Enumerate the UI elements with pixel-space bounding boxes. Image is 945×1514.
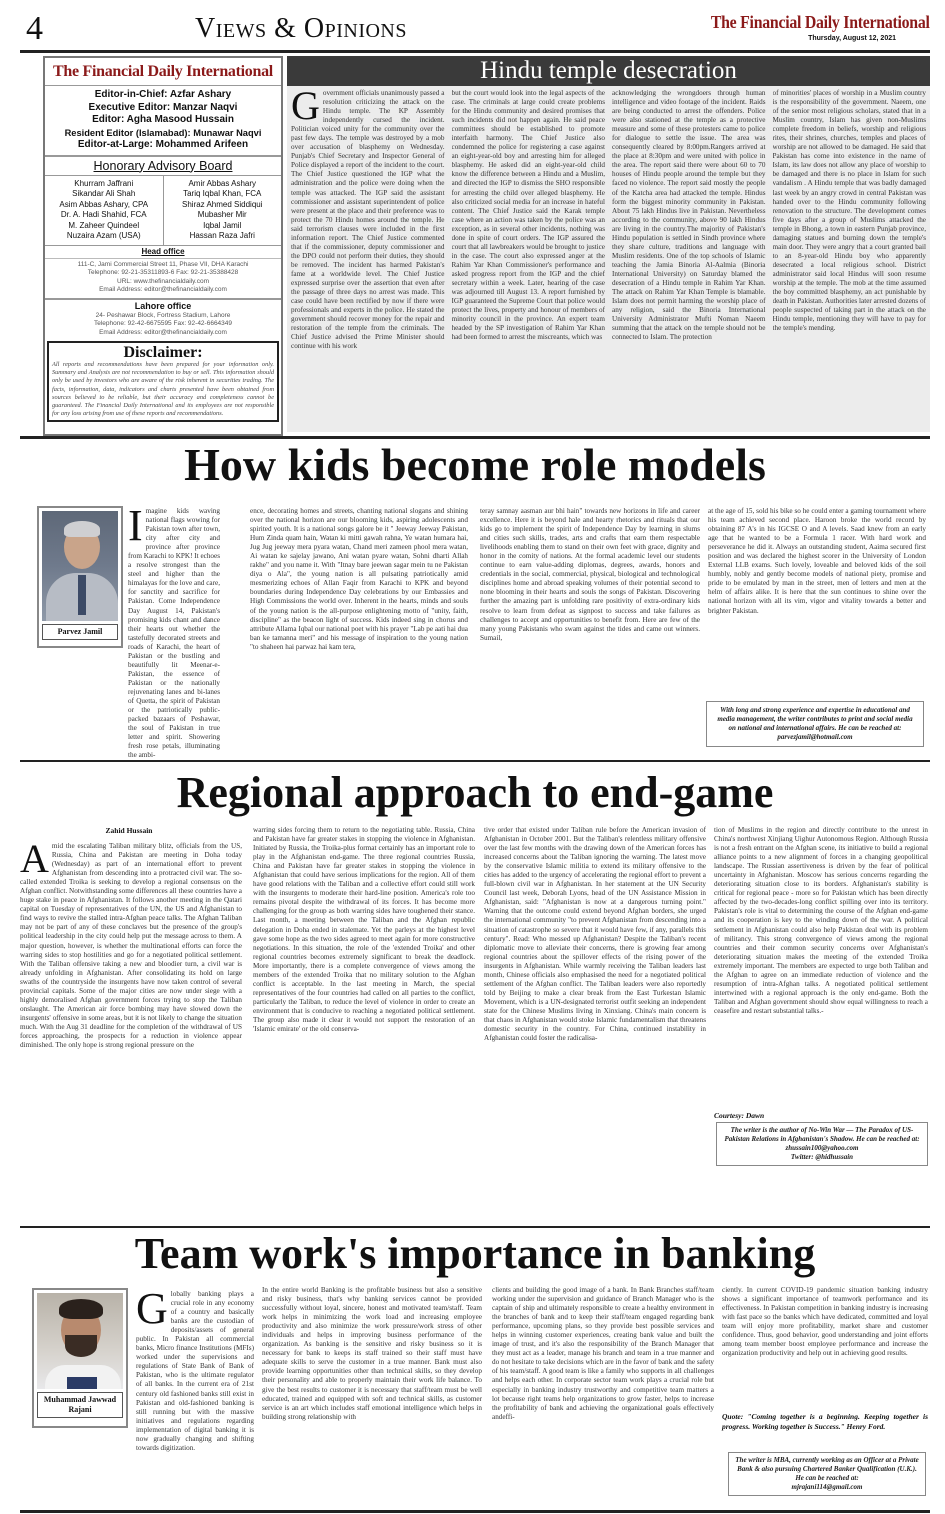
dropcap: G: [136, 1290, 168, 1333]
advisory-board-title: Honorary Advisory Board: [45, 157, 281, 176]
article-column-intro: [128, 501, 221, 769]
head-office-title: Head office: [45, 246, 281, 259]
author-bio-box: [716, 1122, 928, 1166]
board-member: M. Zaheer Quindeel: [68, 220, 140, 230]
hair-shape: [59, 1299, 103, 1319]
article-column: [136, 1290, 254, 1510]
editor-line: Resident Editor (Islamabad): Munawar Naqvi: [64, 127, 262, 138]
author-bio-box: [706, 701, 924, 747]
author-email: zhussain100@yahoo.com: [785, 1144, 859, 1152]
article-headline-banking: Team work's importance in banking: [134, 1229, 816, 1278]
infobox-brand: The Financial Daily International: [45, 58, 281, 86]
article-column: ciently. In current COVID-19 pandemic situation banking industry shows a significant importance of teamwork performance and its effectiveness. In Pakistan competition in banking industry is increasing with fast pace so the banks which have dedicated, committed and loyal team will enjoy more profitability, market share and customer confidence. Thus, good behavior, good understanding and joint efforts among team member boost employee performance and increase the organization productivity and help out in achieving good results.: [722, 1286, 928, 1358]
author-email: mjrajani114@gmail.com: [791, 1483, 863, 1491]
editor-line: Editor-at-Large: Mohammed Arifeen: [77, 139, 249, 150]
section-title: Views & Opinions: [195, 13, 407, 44]
author-name: Muhammad Jawwad Rajani: [37, 1392, 123, 1418]
editor-line: Executive Editor: Manzar Naqvi: [88, 101, 238, 113]
column-text: lobally banking plays a crucial role in any economy of a country and basically banks are the custodian of deposits/assets of general public. In Pakistan all commercial banks, Micro finance Institutions (MFIs) worked under the supervisions and regulations of State Bank of Bank of Pakistan, who is the ultimate regulator of all banks. In the current era of 21st century old fashioned banks still exist in Pakistan and old-fashioned banking is still running but with the massive initiatives and regulations regarding implementation of digital banking it is now gradually changing and shifting towards digitization.: [136, 1290, 254, 1452]
masthead: [20, 0, 930, 52]
board-member: Iqbal Jamil: [203, 220, 242, 230]
board-member: Mubasher Mir: [197, 210, 247, 219]
board-member: Dr. A. Hadi Shahid, FCA: [60, 210, 147, 219]
phone-line: Telephone: 92-42-6675595 Fax: 92-42-6664349: [93, 320, 233, 327]
editorial-columns: [287, 86, 930, 430]
column-text: overnment officials unanimously passed a resolution criticizing the attack on the Hindu temple. The KP Assembly independently cursed the incident. Politician voiced unity for the community over the past few days. The temple was destroyed by a mob over accusation of blasphemy on Wednesday. Punjab's Chief Secretary and Inspector General of Police displayed a report of the incident to the court. The Chief Justice questioned the IGP what the administration and the police were doing when the temple was attacked. The IGP said the assistant commissioner and assistant superintendent of police were present at the place and their preference was to protect the 70 Hindu homes around the temple. He said terrorism clauses were included in the first information report. The Chief Justice commented that if the commissioner, deputy commissioner and the DPO could not perform their duties, they should be removed. The incident has harmed Pakistan's fame at a worldwide level. The Chief Justice expressed surprise over the assertion that even after the passage of three days no arrest was made. This case could have been rectified by now if there were professionals and experts in the police. He stated the government should recover money for the repair and restoration of the temple from the criminals. The Chief Justice advised the Prime Minister should continue with his work: [291, 89, 445, 351]
disclaimer-title: Disclaimer:: [123, 344, 203, 361]
dropcap: I: [128, 501, 143, 550]
disclaimer-box: [47, 341, 279, 422]
author-portrait-image: [42, 511, 118, 621]
editorial-hindu-temple: [287, 56, 930, 432]
board-member: Sikandar Ali Shah: [72, 189, 136, 198]
article-column: In the entire world Banking is the profitable business but also a sensitive and risky business, that's why banking services cannot be provided successfully without loyal, sincere, honest and motivated team/staff. Team work helps in minimizing the work load and increasing employee productivity and also minimize the work pressure/work stress of other individuals and helps in improving business performance of the organization. As banking is the sensitive and risky business so it is necessary for bank to keeps its staff trained so their staff must have adequate skills to serve the customer in a true manner. Bank must also provide learning opportunities other than technical skills, so they develop their personality and able to properly maintain their work life balance. To give the best results to customer it is necessary that staff/team must be well educated, trained and equipped with soft and technical skills, as customer service is an art which includes staff emotional intelligence which helps in building strong relationship with: [262, 1286, 482, 1421]
board-member: Khurram Jaffrani: [74, 178, 134, 188]
dropcap: G: [291, 89, 320, 128]
email-line: Email Address: editor@thefinancialdaily.com: [99, 286, 227, 293]
author-bio: The writer is the author of No-Win War — The Paradox of US-Pakistan Relations in Afghanistan's Shadow. He can be reached at:: [724, 1126, 920, 1143]
article-regional: [20, 826, 930, 1171]
courtesy-line: Courtesy: Dawn: [714, 1111, 765, 1120]
author-bio: The writer is MBA, currently working as an Officer at a Private Bank & also pursuing Chartered Banker Qualification (U.K.). He can be reached at:: [735, 1456, 919, 1482]
editors-list: [45, 86, 281, 157]
editorial-column: acknowledging the wrongdoers through human intelligence and video footage of the incident. Raids are being conducted to arrest the offenders. Police were also stationed at the temple as a protective measure and some of these protesters came to police for dialogue to settle the issue. The area was consequently cleared by 8:00pm.Rangers arrived at the place at 8:30pm and were united with police in the area. The report said there were about 60 to 70 houses of Hindu people around the temple but they faced no violence. The report said mostly the people of the Katcha area had attacked the temple. Hindus form the biggest minority community in Pakistan. About 75 lakh Hindus live in Pakistan. Nevertheless according to the community, above 90 lakh Hindus are living in the country.The majority of Pakistan's Hindu population is settled in Sindh province where they share culture, traditions and language with Muslim residents. One of the top schools of Islamic teaching the Jamia Binoria Al-Aalmia (Binoria International University) on Saturday blamed the desecration of a Hindu temple in Rahim Yar Khan. The attack on Rahim Yar Khan Temple is blamable. Islam does not permit harming the worship place of any religion, said the Binoria International University Administrator Mufti Noman Naeem summing that the attack on the temple should not be connected to Islam. The protection: [612, 89, 766, 342]
article-column: teray samnay aasman aur bhi hain" towards new horizons in life and career excellence. Here it is beyond hale and hearty rhetorics and rituals that our kids go to implement the spirit of Independence Day by learning in slums and cities such skills, trades, arts and crafts that earn them respectable livelihoods enabling them to stand on their own feet with grace, dignity and honor in the comity of nations. At the formal academic level our students continue to earn value-adding diplomas, degrees, awards, honors and credentials in the social, commercial, physical, biological and technological disciplines home and abroad speaking volumes of their potential second to none blooming in their hearts and souls the songs of Pakistan. Discovering further the amazing part is unfolding rare positivity of extra-ordinary kids resolve to learn from defeat as signpost to success and take failures as challenges to accept and opportunities to benefit from. Here are few of the many young Pakistanis who swam against the tides and came out winners. Sumail,: [480, 507, 700, 642]
paper-name: The Financial Daily International: [711, 12, 930, 32]
column-text: mid the escalating Taliban military blitz, officials from the US, Russia, China and Pakistan are meeting in Doha today (Wednesday) as part of an international effort to prevent Afghanistan from descending into a protracted civil war. The so-called extended Troika is seeking to develop a regional consensus on the Afghan conflict. Notwithstanding some differences all these countries have a huge stake in peace in Afghanistan. It follows another meeting in the Qatari capital on Tuesday of representatives of the UN, the US and Afghanistan to find ways to revive the stalled intra-Afghan peace talks. The Afghan Taliban may not be part of any of these conclaves but the presence of the group's political leadership in the city could help put the message across to them. A major question, however, is whether the multinational efforts can force the warring sides to stop hostilities and go for a negotiated political settlement. With the Taliban offensive taking a new and bloodier turn, a civil war is already unfolding in Afghanistan. After consolidating its hold on large swaths of the countryside the insurgents have now taken control of several provincial capitals. Some of the major cities are now under siege with a highly demoralised Afghan government forces trying to stop the Taliban onslaught. The American air force bombing may have slowed down the insurgents' offensive in some areas, but it is not likely to change the situation much. With the Aug 31 deadline for the completion of the withdrawal of US forces approaching, the prospects for a reduction in violence appear diminished. The only hope is strong regional pressure on the: [20, 842, 242, 1050]
board-member: Nuzaira Azam (USA): [66, 231, 141, 240]
article-headline-regional: Regional approach to end-game: [176, 768, 774, 817]
article-column: tive order that existed under Taliban rule before the American invasion of Afghanistan in October 2001. But the Taliban's relentless military offensive over the last few months with the drawing down of the American forces has increased concerns about the Taliban ignoring the warning. The latest move by the conservative Islamic militia to extend its military offensive to the cities has added to the urgency of accelerating the regional effort to prevent a full-blown civil war in Afghanistan. In her statement at the UN Security Council last week, Deborah Lyons, head of the UN Assistance Mission in Afghanistan, said: "Afghanistan is now at a dangerous turning point." Warning that the outcome could extend beyond Afghan borders, she urged the international community "to prevent Afghanistan from descending into a situation of catastrophe so severe that it would have few, if any, parallels this century". Read: Who messed up Afghanistan? Despite the Taliban's recent diplomatic move to alleviate their concerns, there is growing fear among regional countries about the spillover effects of the rising power of the insurgents in Afghanistan. While warmly receiving the Taliban leaders last month, Chinese officials also emphasised the need for a negotiated political settlement of the Afghan conflict. The Taliban leaders were also reportedly told by Beijing to make a clear break from the East Turkestan Islamic Movement, which is a UN-designated terrorist outfit seeking an independent state for the Chinese Muslims living in Xinxiang. China's main concern is that chaos in Afghanistan would stoke Islamic fundamentalism that threatens domestic security in the country. For China, continued instability in Afghanistan could foster the radicalisa-: [484, 826, 706, 1043]
board-col-right: [164, 176, 282, 245]
masthead-rule: [20, 50, 930, 53]
tie-shape: [78, 575, 86, 615]
article-kids: [20, 503, 930, 775]
editorial-headline: Hindu temple desecration: [287, 56, 930, 86]
quote-text: Quote: "Coming together is a beginning. Keeping together is progress. Working together is Success." Henry Ford.: [722, 1412, 928, 1431]
dropcap: A: [20, 842, 49, 881]
article-column: [20, 842, 242, 1167]
phone-line: Telephone: 92-21-35311893-6 Fax: 92-21-35388428: [87, 269, 239, 276]
tie-shape: [67, 1377, 97, 1389]
article-column: clients and building the good image of a bank. In Bank Branches staff/team working under the supervision and guidance of Branch Manager who is the captain of ship and ultimately responsible to create a healthy environment in the branches of bank and to keep their staff/team engaged regarding bank performance, upcoming plans, so they provide best possible services and helps in winning customer experiences, creating bank value and built the image of trust, and it's also the responsibility of the Branch Manager that they must act as a leader, manage his branch and team in a true manner and do not hesitate to take decisions which are in the favor of bank and the safety of his team/staff. A good team is like a family who supports in all challenges and helps each other. In corporate sector team work plays a crucial role but especially in banking industry trustworthy and competitive team matters a lot because right teams help organizations to grow faster, helps to increase the profitability of bank and achieving the organizational goals effectively andeffi-: [492, 1286, 714, 1421]
page-number: 4: [26, 10, 43, 47]
author-portrait-image: [37, 1293, 123, 1389]
author-bio-box: [728, 1452, 926, 1496]
author-byline: Zahid Hussain: [105, 826, 153, 835]
board-member: Amir Abbas Ashary: [188, 178, 257, 188]
board-member: Tariq Iqbal Khan, FCA: [183, 189, 262, 198]
author-bio: With long and strong experience and expertise in educational and media management, the writer contributes to print and social media on national and international affairs. He can be reached at:: [717, 706, 913, 732]
author-email: parvezjamil@hotmail.com: [777, 733, 853, 741]
url-line: URL: www.thefinancialdaily.com: [117, 277, 209, 285]
lahore-office-details: [45, 312, 281, 341]
author-name: Parvez Jamil: [42, 624, 118, 640]
board-col-left: [45, 176, 164, 245]
hair-shape: [64, 521, 100, 537]
address-line: 111-C, Jami Commercial Street 11, Phase VII, DHA Karachi: [77, 260, 249, 268]
article-column: warring sides forcing them to return to the negotiating table. Russia, China and Pakistan have far greater stakes in stopping the violence in Afghanistan. Initiated by Russia, the Troika-plus format certainly has an important role to play in the Afghanistan end-game. The three regional countries Russia, China and Pakistan have far greater stakes in stopping the violence in Afghanistan that could have serious implications for the region. All of them have good relations with the Taliban and a collective effort could still work with the insurgents to moderate their hard-line position. America's role too remains pivotal despite the withdrawal of its forces. It has become more challenging for the group as both warring sides have toughened their stance. Last month, a meeting between the Taliban and the Afghan republic delegation in Doha ended in stalemate. Yet the parleys at the highest level gave some hope as the two sides agreed to meet again for more constructive negotiations. In this situation, the role of the 'extended Troika' and other regional countries becomes extremely significant to break the deadlock. More importantly, there is a complete convergence of views among the members of the extended Troika that no military solution to the Afghan conflict is acceptable. In the last meeting in March, the special representatives of the four countries had called on all parties to the conflict, particularly the Taliban, to reduce the level of violence in order to create an environment that is conducive to reaching a negotiated political settlement. The group also made it clear it would not support the restoration of an 'Islamic emirate' or the old conserva-: [253, 826, 475, 1034]
editorial-column: but the court would look into the legal aspects of the case. The criminals at large could create problems for the Hindu community and desired promises that such incidents did not happen again. He said peace committees should be established to promote interfaith harmony. The Chief Justice also condemned the police for registering a case against an eight-year-old boy and arresting him for alleged blasphemy. He asked did an eight-year-old child know the difference between a Hindu and a Muslim, and directed the IGP to dismiss the SHO responsible for arresting the child over alleged blasphemy. He also criticized social media for an increase in hateful content. The Chief Justice said the Karak temple case where an action was taken by the police was an exception, as in several other incidents, nothing was done in spite of court orders. The IGP assured the court that all lawbreakers would be brought to justice in the case. The court also expressed anger at the Rahim Yar Khan Commissioner's performance and asked progress report from the IGP and the chief secretary within a week. Later, hearing of the case was adjourned till August 13. A report furnished by IGP guaranteed the Supreme Court that police would protect the lives, property and honour of members of minority council in the province. An expert team headed by the SP investigation of Rahim Yar Khan had been formed to arrest the miscreants, which was: [451, 89, 605, 342]
article-column: tion of Muslims in the region and directly contribute to the unrest in China's northwest Xinjiang Uighur Autonomous Region. Although Russia is not a fresh entrant on the Afghan scene, its initiative to build a regional alliance points to a new alignment of forces in a changing geopolitical landscape. The Russian assertiveness is driven by the fear of political uncertainty in Afghanistan. Moscow has serious concerns regarding the deteriorating situation close to its borders. Afghanistan's stability is critical for regional peace - more so for Pakistan which has been directly affected by the two-decades-long conflict spilling over into its territory. Pakistan's role is vital to determining the course of the Afghan end-game and its cooperation is key to the winding down of the war. A political settlement in Afghanistan could also help Pakistan deal with its problem of militancy. This strong convergence of views among the regional countries and their common security concerns over Afghanistan's deteriorating situation makes the meeting of the extended Troika extremely important. The members are expected to urge both Taliban and the Afghan to agree on an immediate reduction of violence and the resumption of intra-Afghan talks. A negotiated political settlement intertwined with a regional approach is the only end-game. Both the Taliban and Afghan government should show equal willingness to reach a ceasefire and restart substantial talks.-: [714, 826, 928, 1015]
article-headline-kids: How kids become role models: [184, 439, 766, 490]
advisory-board: [45, 176, 281, 246]
board-member: Asim Abbas Ashary, CPA: [59, 199, 149, 209]
board-member: Hassan Raza Jafri: [189, 231, 255, 240]
editorial-info-box: [43, 56, 283, 436]
email-line: Email Address: editor@thefinancialdaily.com: [99, 328, 227, 336]
author-photo: [37, 506, 123, 648]
article-banking: [20, 1286, 930, 1512]
disclaimer-text: All reports and recommendations have been prepared for your information only. Summary and Analysis are not recommendation to buy or sell. This information should only be used by investors who are aware of the risk inherent in securities trading. The facts, information, data, indicators and charts presented have been obtained from sources believed to be reliable, but their accuracy and completeness cannot be guaranteed. The Financial Daily International and its employees are not responsible for any loss arising from use of these reports and recommendations.: [52, 361, 274, 418]
board-member: Shiraz Ahmed Siddiqui: [182, 199, 263, 209]
author-photo: [32, 1288, 128, 1428]
beard-shape: [65, 1335, 97, 1357]
author-twitter: Twitter: @hidhussain: [790, 1153, 854, 1161]
article-column: ence, decorating homes and streets, chanting national slogans and shining over the national horizon are our blooming kids, aspiring adolescents and spirited youth. It is a national songs galore be it " Jeeway Jeeway Pakistan, Hum Zinda quam hain, Watan ki mitti gawah rahna, Ye watan humara hai, Jug Jug jeeway mera pyara watan, Chand meri zameen phool mera watan, Ai watan ke sajelay jawano, Ani watan pyare watan, Sohni dharti Allah rakhe" and you name it. With "Itnay bare jeewan sagar mein tu ne Pakistan diya o Ala", the young nation is all pulsating patriotically amid mesmerizing echoes of Allan Faqir from Karachi to KPK and beyond boundaries during Independence Day celebrations by our Embassies and High Commissions the world over. Inherent in the hearts, minds and souls of the young nation is the all-purpose enlightening motto of "unity, faith, discipline" as the beacon light of success. Kids indeed sing in chorus and attribute Allama Iqbal our national poet with his prayer "Lab pe aati hai dua ban ke tamanna meri" and his message of inspiration to the young nation "to shaheen hai parwaz hai kam tera,: [250, 507, 468, 651]
editorial-column: [291, 89, 445, 430]
editor-line: Editor: Agha Masood Hussain: [92, 114, 234, 125]
lahore-office-title: Lahore office: [134, 300, 192, 311]
address-line: 24- Peshawar Block, Fortress Stadium, Lahore: [95, 311, 231, 319]
page-bottom-rule: [20, 1510, 930, 1513]
article-column: at the age of 15, sold his bike so he could enter a gaming tournament where his team achieved second place. Haroon broke the world record by obtaining 87 A's in his IGCSE O and A levels. Saad knew from an early age that he wanted to be a Formula 1 racer. With hard work and perseverance he did it. Always an outstanding student, Aaima secured first position and was declared the highest scorer in the University of London External LLB exams. Such lovely, loveable and beloved kids of the soil humbly, nobly and gently become models of national piety, promise and pride to be emulated by man in the street, men of letters and men at the helm of affairs alike. It is here that the sun continues to shine over the national horizon with all its vim, vigor and vitality towards a better and brighter Pakistan.: [708, 507, 926, 615]
section-rule: [20, 760, 930, 762]
issue-date: Thursday, August 12, 2021: [808, 35, 896, 42]
editorial-column: of minorities' places of worship in a Muslim country is the responsibility of the government. Naeem, one of the senior most religious scholars, stated that in a Muslim country, Islam has given non-Muslims complete freedom in beliefs, worship and religious rites, their shrines, churches, temples and places of worship are not allowed to be damaged. He said that Pakistan has come into existence in the name of Islam, its law does not allow any place of worship to be damaged and there is no place in Islam for such vandalism . A Hindu temple that was badly damaged last week by an angry crowd in central Pakistan was handed over to the Hindu community following renovation to the structure. The development comes five days after a group of Muslims attacked the temple in Bhong, a town in eastern Punjab province, damaging statues and burning down the temple's main door. They were angry that a court granted bail to an 8-year-old Hindu boy who apparently desecrated a local religious school. District administrator said local Hindus will soon resume worship at the temple. The mob at the time assumed the boy committed blasphemy, an act punishable by death in Pakistan. Authorities later arrested dozens of people suspected of taking part in the attack on the Hindu temple, mentioning they will have to pay for the temple's mending.: [772, 89, 926, 333]
column-text: magine kids waving national flags wowing for Pakistan town after town, city after city and province after province from Karachi to KPK! It echoes a resolve strongest than the steel and higher than the himalayas for the love and care, for sanctity and sacrifice for Pakistan. Come Independence Day August 14, Pakistan's promising kids chant and dance their hearts out whether the tastefully decorated streets and roads of Karachi, the heart of Pakistan or the bustling and beautifully lit Meenar-e-Pakistan, the essence of Pakistan or the nationally rejuvenating lanes and bi-lanes of Quetta, the spirit of Pakistan or the patriotically public-packed bazaars of Peshawar, the soul of Pakistan in true letter and spirit. Showering fresh rose petals, illuminating the ambi-: [128, 507, 221, 760]
editor-line: Editor-in-Chief: Azfar Ashary: [94, 89, 232, 100]
head-office-details: [45, 259, 281, 300]
